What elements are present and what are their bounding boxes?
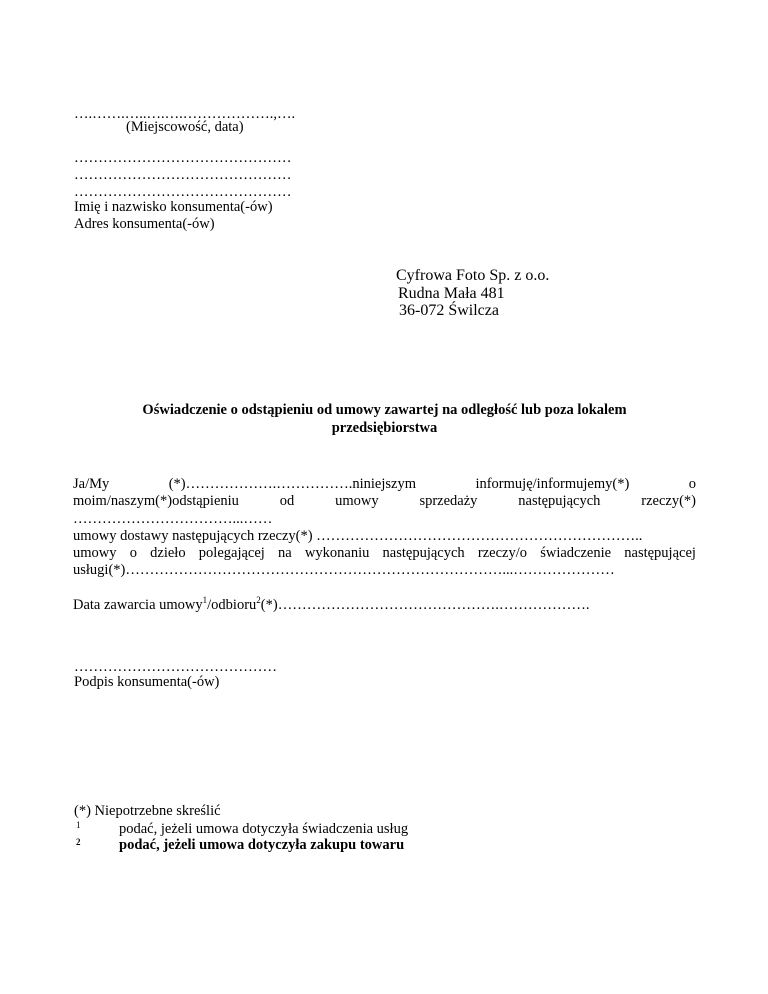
consumer-address-label: Adres konsumenta(-ów): [74, 216, 215, 232]
recipient-street: Rudna Mała 481: [398, 285, 505, 302]
body-line-5: umowy o dzieło polegającej na wykonaniu następujących rzeczy/o świadczenie następującej: [73, 545, 696, 561]
footnote-star: (*) Niepotrzebne skreślić: [74, 803, 221, 819]
footnote-1: podać, jeżeli umowa dotyczyła świadczenia usług: [119, 821, 409, 837]
consumer-name-label: Imię i nazwisko konsumenta(-ów): [74, 199, 273, 215]
signature-dots: ……………………………………: [74, 659, 277, 675]
statement-title: [73, 401, 696, 437]
body-line-2: moim/naszym(*)odstąpieniu od umowy sprzedaży następujących rzeczy(*): [73, 493, 696, 509]
contract-date-line: Data zawarcia umowy$^1$/odbioru$^2$(*)……………………………………….……………….: [73, 595, 590, 613]
recipient-company: Cyfrowa Foto Sp. z o.o.: [396, 267, 550, 284]
statement-title-line-2: przedsiębiorstwa: [331, 420, 438, 437]
signature-label: Podpis konsumenta(-ów): [74, 674, 220, 690]
statement-title-line-1: Oświadczenie o odstąpieniu od umowy zawartej na odległość lub poza lokalem: [142, 402, 627, 418]
body-line-6: usługi(*)……………………………………………………………………...…………………: [73, 562, 615, 578]
footnote-mark-2: 2: [76, 837, 81, 847]
footnote-mark-1: 1: [76, 820, 81, 830]
footnote-ref-1: 1: [202, 595, 208, 606]
place-date-dots: ….…….…..….….……………….,….: [74, 106, 296, 122]
body-line-4: umowy dostawy następujących rzeczy(*) …………………………………………………………..: [73, 528, 643, 544]
body-line-1: Ja/My (*)……………….…………….niniejszym informuję/informujemy(*) o: [73, 476, 696, 492]
footnote-ref-2: 2: [256, 595, 261, 606]
footnote-2: podać, jeżeli umowa dotyczyła zakupu towaru: [119, 837, 405, 853]
consumer-dots-line-1: ………………………………………: [74, 150, 292, 166]
recipient-city: 36-072 Świlcza: [399, 302, 499, 319]
place-date-label: (Miejscowość, data): [126, 119, 244, 135]
body-line-3: ……………………………...……: [73, 511, 273, 527]
consumer-dots-line-3: ………………………………………: [74, 184, 292, 200]
consumer-dots-line-2: ………………………………………: [74, 167, 292, 183]
